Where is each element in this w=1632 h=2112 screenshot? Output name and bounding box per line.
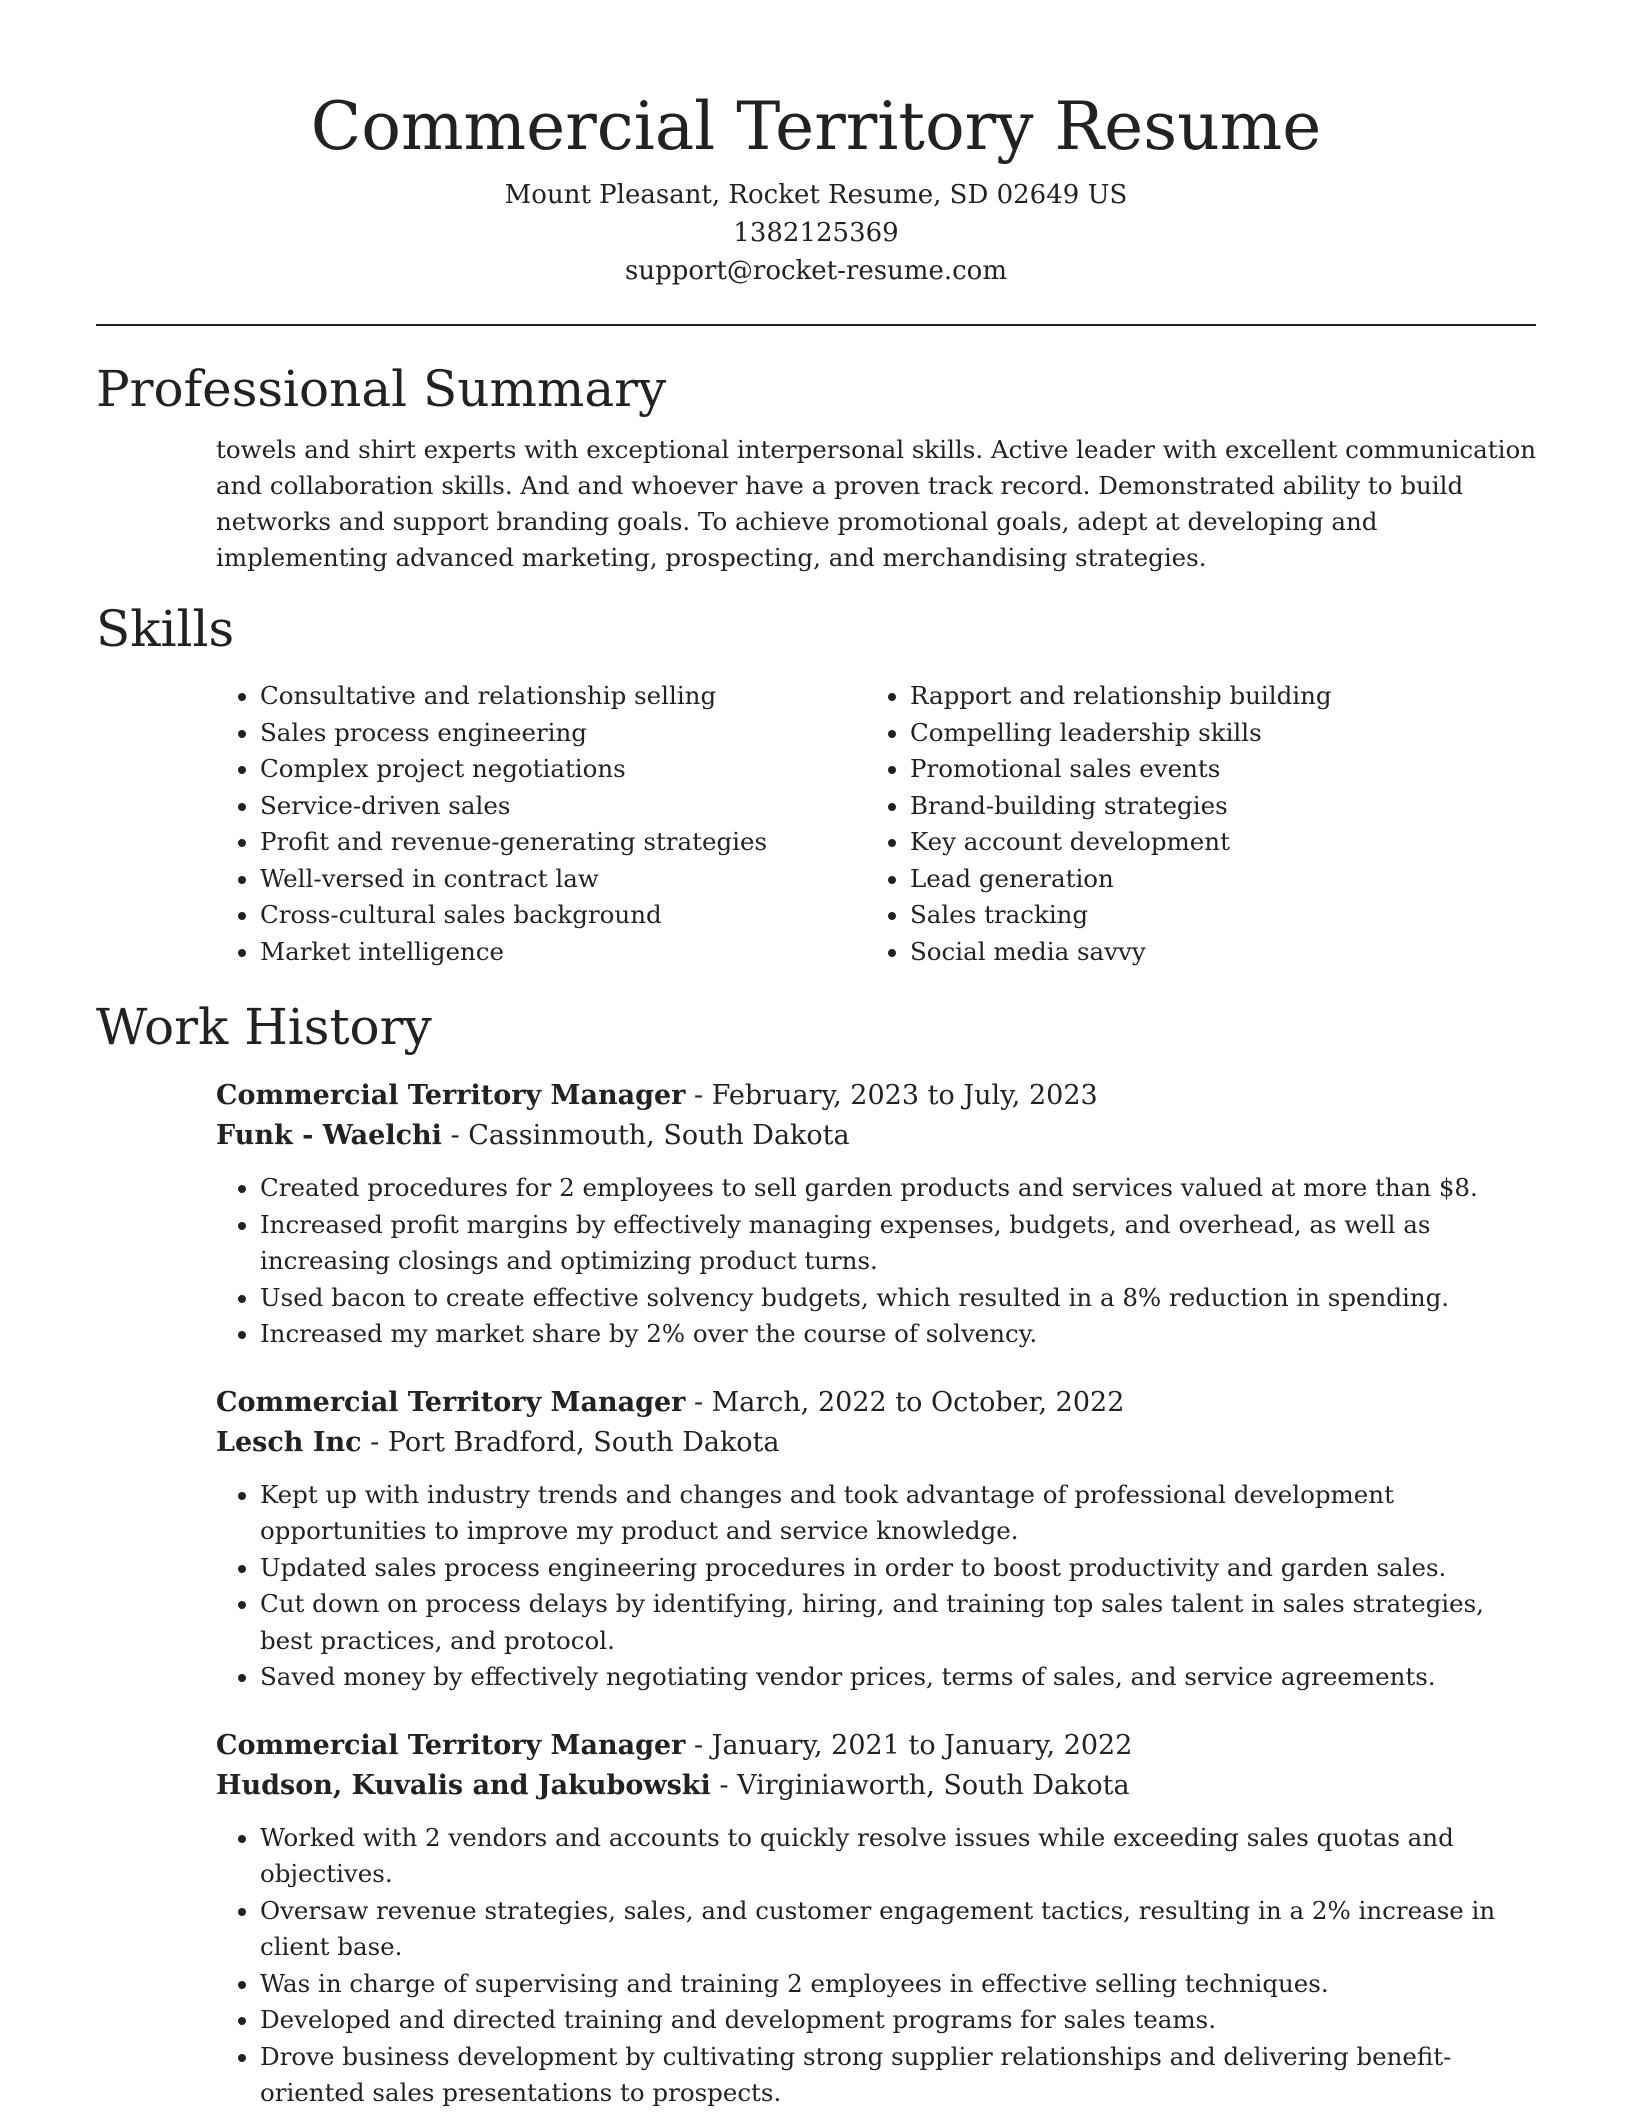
skills-column-left (216, 678, 866, 970)
skill-item: • Brand-building strategies (910, 788, 1516, 825)
job-company: Funk - Waelchi (216, 1120, 442, 1151)
contact-email: support@rocket-resume.com (624, 256, 1007, 286)
skill-item: • Sales process engineering (260, 715, 866, 752)
professional-summary-section (96, 354, 1536, 576)
skill-item: • Service-driven sales (260, 788, 866, 825)
job-bullets (216, 1477, 1536, 1696)
skill-item: • Profit and revenue-generating strategies (260, 824, 866, 861)
job-dates: - January, 2021 to January, 2022 (685, 1729, 1133, 1761)
contact-phone: 1382125369 (733, 218, 899, 248)
skills-section (96, 594, 1536, 970)
job-title: Commercial Territory Manager (216, 1729, 686, 1761)
job-location: - Cassinmouth, South Dakota (441, 1120, 850, 1151)
skill-item: • Consultative and relationship selling (260, 678, 866, 715)
job-bullet: • Was in charge of supervising and training 2 employees in effective selling techniques. (260, 1966, 1536, 2003)
skill-item: • Complex project negotiations (260, 751, 866, 788)
job-location: - Port Bradford, South Dakota (361, 1426, 780, 1458)
job-dates: - February, 2023 to July, 2023 (685, 1080, 1098, 1111)
job-bullet: • Used bacon to create effective solvency budgets, which resulted in a 8% reduction in spending. (260, 1280, 1536, 1317)
job-bullets (216, 1170, 1536, 1353)
job-bullet: • Oversaw revenue strategies, sales, and customer engagement tactics, resulting in a 2% increase in client base. (260, 1893, 1536, 1966)
skill-item: • Rapport and relationship building (910, 678, 1516, 715)
job-bullet: • Developed and directed training and development programs for sales teams. (260, 2002, 1536, 2039)
job-company: Lesch Inc (216, 1426, 362, 1458)
job-company-line (216, 1423, 1536, 1463)
skill-item: • Sales tracking (910, 897, 1516, 934)
job-company: Hudson, Kuvalis and Jakubowski (216, 1769, 711, 1801)
job-entry (216, 1726, 1536, 2112)
job-bullet: • Cut down on process delays by identifying, hiring, and training top sales talent in sales strategies, best practices, and protocol. (260, 1586, 1536, 1659)
skill-item: • Social media savvy (910, 934, 1516, 971)
job-bullet: • Worked with 2 vendors and accounts to quickly resolve issues while exceeding sales quotas and objectives. (260, 1820, 1536, 1893)
job-bullet: • Created procedures for 2 employees to sell garden products and services valued at more than $8. (260, 1170, 1536, 1207)
job-title: Commercial Territory Manager (216, 1080, 686, 1111)
job-title: Commercial Territory Manager (216, 1386, 686, 1418)
job-bullet: • Increased my market share by 2% over the course of solvency. (260, 1316, 1536, 1353)
skill-item: • Cross-cultural sales background (260, 897, 866, 934)
contact-block (96, 176, 1536, 290)
resume-page (96, 0, 1536, 2112)
job-title-line (216, 1726, 1536, 1766)
work-history-section (96, 992, 1536, 2112)
job-bullets (216, 1820, 1536, 2112)
job-bullet: • Drove business development by cultivating strong supplier relationships and delivering benefit-oriented sales presentations to prospects. (260, 2039, 1536, 2112)
resume-title: Commercial Territory Resume (310, 88, 1322, 165)
skill-item: • Promotional sales events (910, 751, 1516, 788)
job-entry (216, 1076, 1536, 1353)
skill-item: • Key account development (910, 824, 1516, 861)
resume-header (96, 0, 1536, 290)
job-dates: - March, 2022 to October, 2022 (685, 1386, 1125, 1418)
work-history-heading: Work History (96, 998, 432, 1056)
job-company-line (216, 1766, 1536, 1806)
job-title-line (216, 1383, 1536, 1423)
header-divider (96, 324, 1536, 326)
job-bullet: • Updated sales process engineering procedures in order to boost productivity and garden sales. (260, 1550, 1536, 1587)
skill-item: • Market intelligence (260, 934, 866, 971)
skill-item: • Well-versed in contract law (260, 861, 866, 898)
job-bullet: • Increased profit margins by effectively managing expenses, budgets, and overhead, as well as increasing closings and optimizing product turns. (260, 1207, 1536, 1280)
skills-heading: Skills (96, 600, 235, 658)
summary-heading: Professional Summary (96, 360, 667, 418)
skill-item: • Lead generation (910, 861, 1516, 898)
job-bullet: • Kept up with industry trends and changes and took advantage of professional development opportunities to improve my product and service knowledge. (260, 1477, 1536, 1550)
job-entry (216, 1383, 1536, 1696)
contact-address: Mount Pleasant, Rocket Resume, SD 02649 US (504, 180, 1128, 210)
job-location: - Virginiaworth, South Dakota (710, 1769, 1130, 1801)
job-company-line (216, 1116, 1536, 1156)
summary-text: towels and shirt experts with exceptional interpersonal skills. Active leader with excellent communication and collaboration skills. And and whoever have a proven track record. Demonstrated ability to build networks and support branding goals. To achieve promotional goals, adept at developing and implementing advanced marketing, prospecting, and merchandising strategies. (216, 435, 1536, 572)
skill-item: • Compelling leadership skills (910, 715, 1516, 752)
job-bullet: • Saved money by effectively negotiating vendor prices, terms of sales, and service agreements. (260, 1659, 1536, 1696)
job-title-line (216, 1076, 1536, 1116)
skills-column-right (866, 678, 1516, 970)
skills-grid (216, 678, 1536, 970)
